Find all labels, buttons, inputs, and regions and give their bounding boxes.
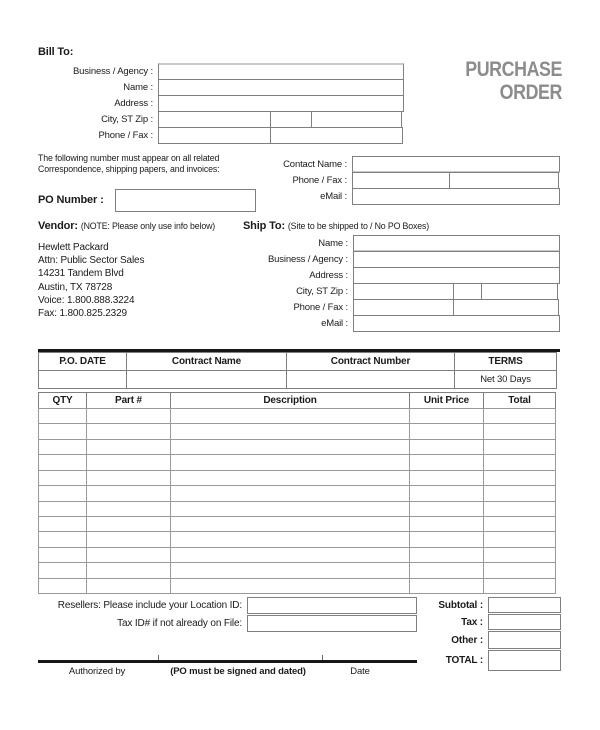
contract-name-header: Contract Name xyxy=(126,352,287,371)
contact-email-label: eMail : xyxy=(320,191,347,202)
bill-to-heading: Bill To: xyxy=(38,46,74,58)
item-unit-price-cell[interactable] xyxy=(409,562,484,578)
item-unit-price-cell[interactable] xyxy=(409,454,484,470)
po-number-note-line-2: Correspondence, shipping papers, and invoices: xyxy=(38,163,220,174)
resellers-row xyxy=(38,597,417,614)
bill-to-address-field[interactable] xyxy=(158,95,404,112)
vendor-note: (NOTE: Please only use info below) xyxy=(80,221,216,231)
signature-line[interactable] xyxy=(38,660,417,663)
item-qty-cell[interactable] xyxy=(38,454,87,470)
ship-to-phone-fax-label: Phone / Fax : xyxy=(293,302,348,313)
po-date-field[interactable] xyxy=(38,370,127,389)
item-description-cell[interactable] xyxy=(170,454,410,470)
item-part-cell[interactable] xyxy=(86,454,171,470)
terms-header: TERMS xyxy=(454,352,557,371)
contact-phone-field[interactable] xyxy=(352,172,450,189)
item-qty-cell[interactable] xyxy=(38,501,87,517)
item-part-cell[interactable] xyxy=(86,562,171,578)
item-total-cell[interactable] xyxy=(483,454,556,470)
item-description-cell[interactable] xyxy=(170,501,410,517)
ship-to-note: (Site to be shipped to / No PO Boxes) xyxy=(287,221,430,231)
item-row[interactable] xyxy=(38,454,560,470)
item-description-cell[interactable] xyxy=(170,578,410,594)
ship-to-city-field[interactable] xyxy=(353,283,454,300)
item-qty-cell[interactable] xyxy=(38,578,87,594)
ship-to-row xyxy=(230,235,560,252)
ship-to-city-st-zip-label: City, ST Zip : xyxy=(296,286,348,297)
item-total-cell[interactable] xyxy=(483,562,556,578)
bill-to-state-field[interactable] xyxy=(270,111,312,128)
item-qty-cell[interactable] xyxy=(38,439,87,455)
item-unit-price-cell[interactable] xyxy=(409,501,484,517)
title-line-1: PURCHASE xyxy=(465,58,562,81)
item-part-cell[interactable] xyxy=(86,501,171,517)
contact-fax-field[interactable] xyxy=(449,172,559,189)
item-qty-cell[interactable] xyxy=(38,547,87,563)
ship-to-address-field[interactable] xyxy=(353,267,560,284)
ship-to-row xyxy=(230,315,560,332)
item-total-cell[interactable] xyxy=(483,578,556,594)
item-unit-price-cell[interactable] xyxy=(409,531,484,547)
item-total-cell[interactable] xyxy=(483,516,556,532)
order-info-table xyxy=(38,349,560,389)
bill-to-business-agency-label: Business / Agency : xyxy=(72,66,153,77)
tax-id-row xyxy=(38,615,417,632)
item-part-cell[interactable] xyxy=(86,547,171,563)
qty-header: QTY xyxy=(38,392,87,409)
ship-to-row xyxy=(230,299,560,316)
terms-value: Net 30 Days xyxy=(454,370,557,389)
bill-to-name-label: Name : xyxy=(123,82,153,93)
item-total-cell[interactable] xyxy=(483,408,556,424)
bill-to-fax-field[interactable] xyxy=(270,127,403,144)
item-qty-cell[interactable] xyxy=(38,423,87,439)
ship-to-row xyxy=(230,283,560,300)
tax-row xyxy=(380,614,561,630)
items-table xyxy=(38,392,560,594)
ship-to-heading-text: Ship To: xyxy=(243,220,285,232)
vendor-address-line: 14231 Tandem Blvd xyxy=(38,268,124,280)
subtotal-row xyxy=(380,597,561,613)
order-info-header-row xyxy=(38,352,560,371)
bill-to-city-field[interactable] xyxy=(158,111,271,128)
item-total-cell[interactable] xyxy=(483,547,556,563)
tax-field[interactable] xyxy=(488,614,561,630)
item-part-cell[interactable] xyxy=(86,578,171,594)
title-line-2: ORDER xyxy=(499,81,562,104)
po-number-label: PO Number : xyxy=(38,194,104,206)
item-part-cell[interactable] xyxy=(86,423,171,439)
vendor-address xyxy=(38,241,144,320)
contact-row xyxy=(230,156,560,173)
ship-to-name-field[interactable] xyxy=(353,235,560,252)
items-header-row xyxy=(38,392,560,409)
order-info-value-row xyxy=(38,370,560,389)
vendor-address-line: Austin, TX 78728 xyxy=(38,281,113,293)
ship-to-address-label: Address : xyxy=(309,270,348,281)
ship-to-phone-field[interactable] xyxy=(353,299,454,316)
vendor-heading-text: Vendor: xyxy=(38,220,78,232)
ship-to-row xyxy=(230,251,560,268)
vendor-address-line: Attn: Public Sector Sales xyxy=(38,255,145,267)
tax-label: Tax : xyxy=(461,616,483,628)
item-total-cell[interactable] xyxy=(483,439,556,455)
item-qty-cell[interactable] xyxy=(38,562,87,578)
item-row[interactable] xyxy=(38,531,560,547)
item-qty-cell[interactable] xyxy=(38,531,87,547)
bill-to-row xyxy=(38,111,404,128)
vendor-address-line: Hewlett Packard xyxy=(38,242,109,253)
po-number-note xyxy=(38,153,219,174)
item-total-cell[interactable] xyxy=(483,470,556,486)
ship-to-business-agency-field[interactable] xyxy=(353,251,560,268)
ship-to-fieldset xyxy=(230,235,560,332)
item-qty-cell[interactable] xyxy=(38,516,87,532)
item-row[interactable] xyxy=(38,562,560,578)
bill-to-row xyxy=(38,79,404,96)
contract-number-field[interactable] xyxy=(286,370,455,389)
contract-number-header: Contract Number xyxy=(286,352,455,371)
item-description-cell[interactable] xyxy=(170,547,410,563)
item-qty-cell[interactable] xyxy=(38,470,87,486)
total-header: Total xyxy=(483,392,556,409)
bill-to-row xyxy=(38,63,404,80)
contract-name-field[interactable] xyxy=(126,370,287,389)
bill-to-phone-fax-label: Phone / Fax : xyxy=(98,130,153,141)
po-date-header: P.O. DATE xyxy=(38,352,127,371)
total-field[interactable] xyxy=(488,650,561,671)
item-row[interactable] xyxy=(38,423,560,439)
item-unit-price-cell[interactable] xyxy=(409,408,484,424)
item-part-cell[interactable] xyxy=(86,439,171,455)
ship-to-email-label: eMail : xyxy=(321,318,348,329)
bill-to-row xyxy=(38,95,404,112)
subtotal-field[interactable] xyxy=(488,597,561,613)
item-description-cell[interactable] xyxy=(170,516,410,532)
bill-to-zip-field[interactable] xyxy=(311,111,402,128)
item-part-cell[interactable] xyxy=(86,516,171,532)
item-description-cell[interactable] xyxy=(170,423,410,439)
other-field[interactable] xyxy=(488,631,561,649)
part-number-header: Part # xyxy=(86,392,171,409)
document-title xyxy=(424,58,562,104)
item-unit-price-cell[interactable] xyxy=(409,485,484,501)
bill-to-city-st-zip-label: City, ST Zip : xyxy=(101,114,153,125)
item-qty-cell[interactable] xyxy=(38,485,87,501)
item-row[interactable] xyxy=(38,439,560,455)
ship-to-name-label: Name : xyxy=(318,238,348,249)
contact-row xyxy=(230,172,560,189)
contact-name-field[interactable] xyxy=(352,156,560,173)
ship-to-heading xyxy=(243,220,429,232)
contact-name-label: Contact Name : xyxy=(283,159,347,170)
vendor-heading xyxy=(38,220,215,232)
bill-to-fieldset xyxy=(38,63,404,144)
ship-to-fax-field[interactable] xyxy=(453,299,559,316)
tax-id-label: Tax ID# if not already on File: xyxy=(117,618,242,629)
ship-to-state-field[interactable] xyxy=(453,283,482,300)
item-unit-price-cell[interactable] xyxy=(409,439,484,455)
resellers-label: Resellers: Please include your Location ID: xyxy=(57,600,242,611)
item-description-cell[interactable] xyxy=(170,531,410,547)
contact-row xyxy=(230,188,560,205)
item-total-cell[interactable] xyxy=(483,485,556,501)
item-row[interactable] xyxy=(38,547,560,563)
other-row xyxy=(380,631,561,649)
item-part-cell[interactable] xyxy=(86,531,171,547)
item-qty-cell[interactable] xyxy=(38,408,87,424)
ship-to-business-agency-label: Business / Agency : xyxy=(267,254,348,265)
bill-to-business-agency-field[interactable] xyxy=(158,63,404,80)
item-description-cell[interactable] xyxy=(170,470,410,486)
vendor-address-line: Voice: 1.800.888.3224 xyxy=(38,294,135,306)
date-label: Date xyxy=(350,666,370,677)
bill-to-phone-field[interactable] xyxy=(158,127,271,144)
subtotal-label: Subtotal : xyxy=(438,599,483,611)
po-number-note-line-1: The following number must appear on all related xyxy=(38,153,220,163)
bill-to-address-label: Address : xyxy=(114,98,153,109)
item-part-cell[interactable] xyxy=(86,470,171,486)
contact-phone-fax-label: Phone / Fax : xyxy=(292,175,347,186)
item-part-cell[interactable] xyxy=(86,408,171,424)
ship-to-row xyxy=(230,267,560,284)
item-description-cell[interactable] xyxy=(170,408,410,424)
item-part-cell[interactable] xyxy=(86,485,171,501)
bill-to-row xyxy=(38,127,404,144)
items-table-body xyxy=(38,409,560,594)
signature-note: (PO must be signed and dated) xyxy=(170,666,306,677)
ship-to-email-field[interactable] xyxy=(353,315,560,332)
item-description-cell[interactable] xyxy=(170,562,410,578)
item-row[interactable] xyxy=(38,578,560,594)
item-row[interactable] xyxy=(38,501,560,517)
authorized-by-label: Authorized by xyxy=(68,666,126,677)
item-row[interactable] xyxy=(38,408,560,424)
item-total-cell[interactable] xyxy=(483,501,556,517)
item-unit-price-cell[interactable] xyxy=(409,423,484,439)
item-row[interactable] xyxy=(38,470,560,486)
contact-fieldset xyxy=(230,156,560,205)
total-label: TOTAL : xyxy=(445,655,483,666)
item-description-cell[interactable] xyxy=(170,485,410,501)
item-row[interactable] xyxy=(38,516,560,532)
item-unit-price-cell[interactable] xyxy=(409,516,484,532)
unit-price-header: Unit Price xyxy=(409,392,484,409)
item-unit-price-cell[interactable] xyxy=(409,547,484,563)
description-header: Description xyxy=(170,392,410,409)
bill-to-name-field[interactable] xyxy=(158,79,404,96)
item-unit-price-cell[interactable] xyxy=(409,470,484,486)
item-row[interactable] xyxy=(38,485,560,501)
other-label: Other : xyxy=(451,634,483,646)
vendor-address-line: Fax: 1.800.825.2329 xyxy=(38,308,127,320)
item-unit-price-cell[interactable] xyxy=(409,578,484,594)
item-description-cell[interactable] xyxy=(170,439,410,455)
ship-to-zip-field[interactable] xyxy=(481,283,558,300)
contact-email-field[interactable] xyxy=(352,188,560,205)
item-total-cell[interactable] xyxy=(483,423,556,439)
item-total-cell[interactable] xyxy=(483,531,556,547)
